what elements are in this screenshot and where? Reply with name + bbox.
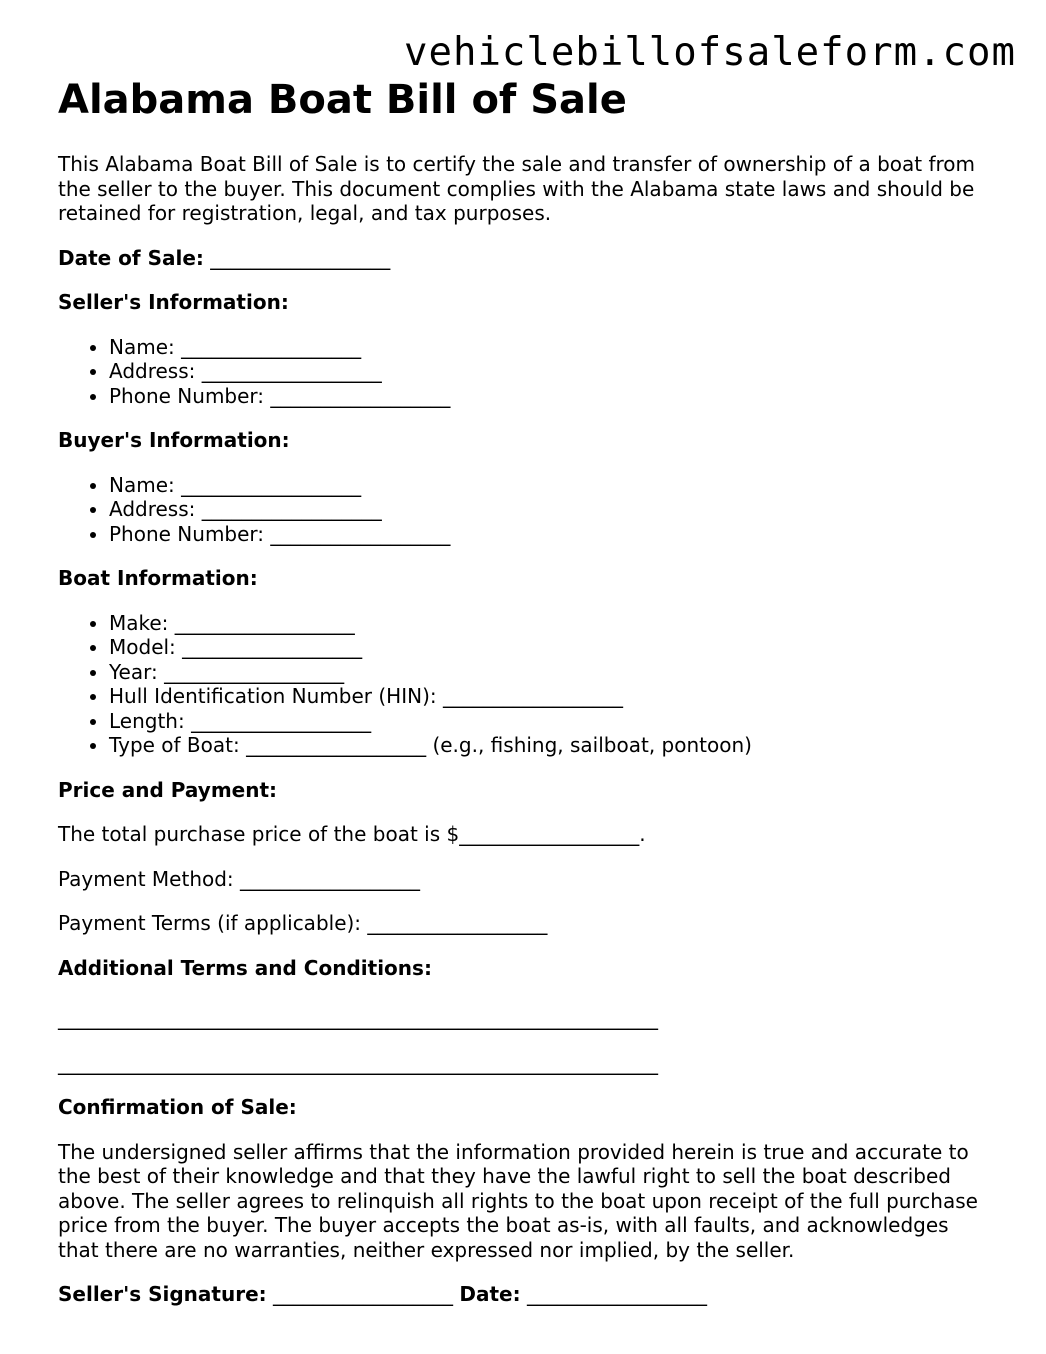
seller-signature-label: Seller's Signature:	[58, 1282, 267, 1306]
signature-date-label: Date:	[459, 1282, 521, 1306]
signature-date-blank: __________________	[526, 1282, 707, 1306]
date-of-sale-line	[58, 246, 978, 271]
boat-info-list	[58, 611, 978, 758]
buyer-phone-field: • Phone Number: __________________	[109, 522, 978, 547]
boat-year-field: • Year: __________________	[109, 660, 978, 685]
buyer-address-field: • Address: __________________	[109, 497, 978, 522]
additional-terms-line-1: ____________________________________________________________	[58, 1006, 658, 1030]
confirmation-paragraph: The undersigned seller affirms that the information provided herein is true and accurate to the best of their knowledge and that they have the lawful right to sell the boat described above. The seller agrees to relinquish all rights to the boat upon receipt of the full purchase price from the buyer. The buyer accepts the boat as-is, with all faults, and acknowledges that there are no warranties, neither expressed nor implied, by the seller.	[58, 1139, 978, 1262]
seller-info-list	[58, 335, 978, 409]
buyer-info-heading: Buyer's Information:	[58, 428, 290, 452]
price-heading: Price and Payment:	[58, 777, 278, 802]
boat-length-field: • Length: __________________	[109, 709, 978, 734]
seller-signature-blank: __________________	[273, 1282, 453, 1306]
watermark: vehiclebillofsaleform.com	[404, 30, 1016, 75]
seller-address-field: • Address: __________________	[109, 359, 978, 384]
boat-info-heading: Boat Information:	[58, 566, 258, 590]
seller-phone-field: • Phone Number: __________________	[109, 384, 978, 409]
date-of-sale-label: Date of Sale:	[58, 245, 204, 270]
boat-make-field: • Make: __________________	[109, 611, 978, 636]
page-title: Alabama Boat Bill of Sale	[58, 77, 627, 123]
purchase-price-line: The total purchase price of the boat is $__________________.	[58, 822, 646, 846]
document-page	[58, 74, 978, 1307]
buyer-name-field: • Name: __________________	[109, 473, 978, 498]
payment-method-line: Payment Method: __________________	[58, 866, 421, 891]
date-of-sale-blank: __________________	[210, 245, 391, 270]
confirmation-heading: Confirmation of Sale:	[58, 1095, 297, 1119]
additional-terms-heading: Additional Terms and Conditions:	[58, 955, 432, 980]
boat-type-field: • Type of Boat: __________________ (e.g., fishing, sailboat, pontoon)	[109, 733, 978, 758]
intro-paragraph: This Alabama Boat Bill of Sale is to certify the sale and transfer of ownership of a boat from the seller to the buyer. This document complies with the Alabama state laws and should be retained for registration, legal, and tax purposes.	[58, 152, 976, 225]
buyer-info-list	[58, 473, 978, 547]
additional-terms-line-2: ____________________________________________________________	[58, 1050, 658, 1075]
payment-terms-line: Payment Terms (if applicable): __________________	[58, 911, 548, 935]
boat-model-field: • Model: __________________	[109, 635, 978, 660]
signature-line	[58, 1282, 978, 1307]
seller-name-field: • Name: __________________	[109, 335, 978, 360]
seller-info-heading: Seller's Information:	[58, 290, 289, 314]
boat-hin-field: • Hull Identification Number (HIN): __________________	[109, 684, 978, 709]
